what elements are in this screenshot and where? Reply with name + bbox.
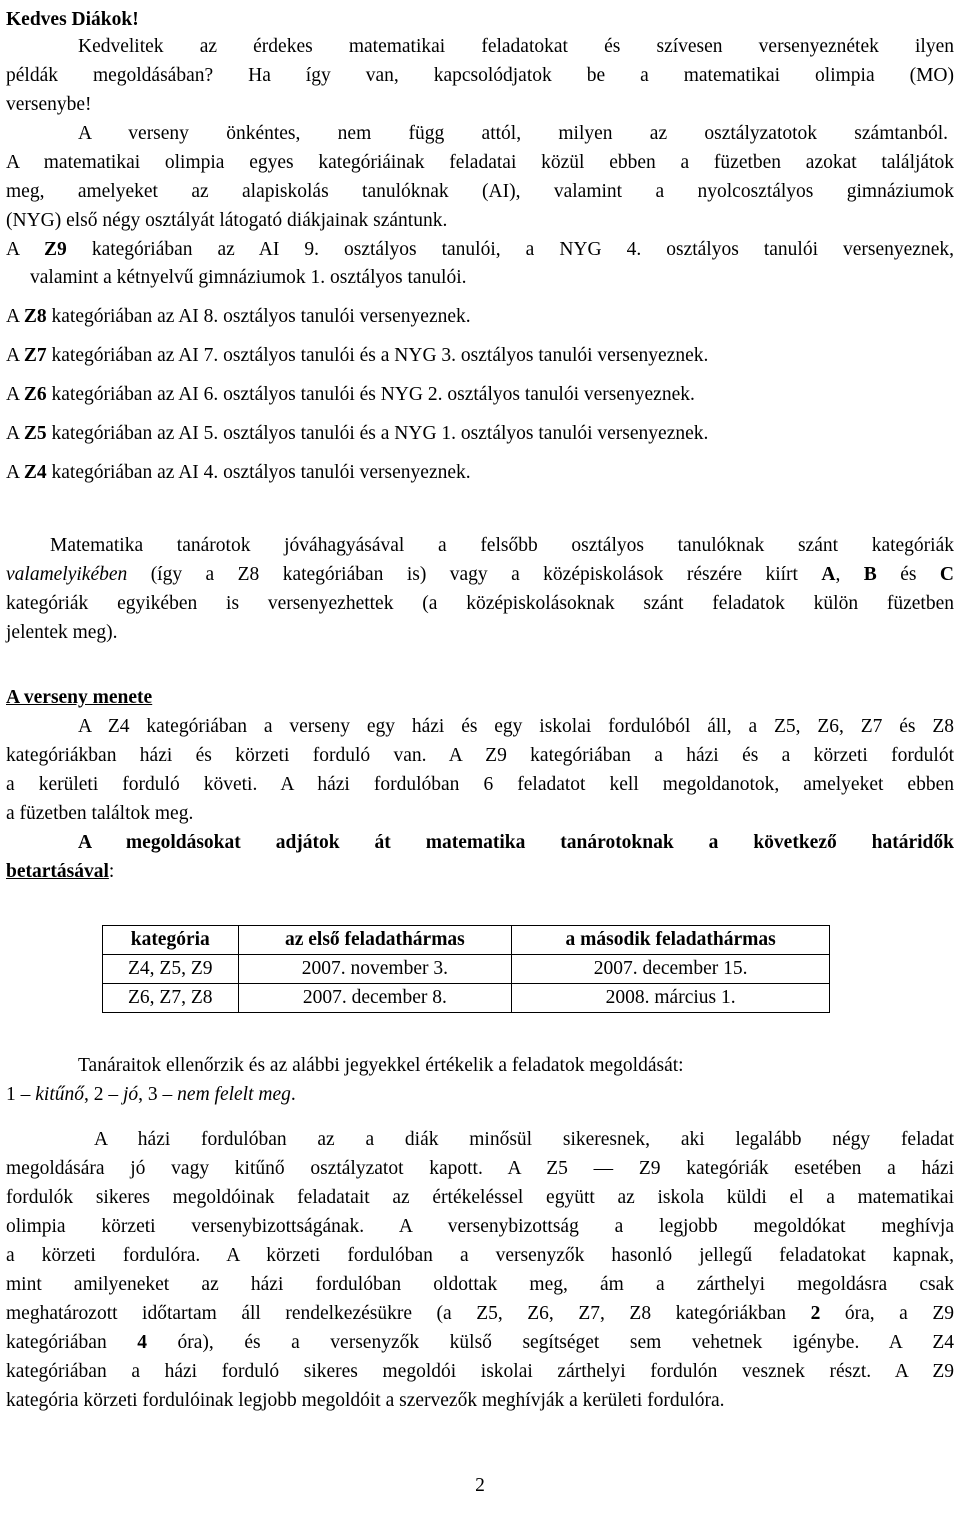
final-line-6: mint amilyeneket az házi fordulóban oldottak meg, ám a zárthelyi megoldásra csak xyxy=(6,1274,954,1295)
final-line-5: a körzeti fordulóra. A körzeti fordulóban a versenyzők hasonló jellegű feladatokat kapnak, xyxy=(6,1245,954,1266)
final-line-3: fordulók sikeres megoldóinak feladatait az értékeléssel együtt az iskola küldi el a matematikai xyxy=(6,1187,954,1208)
approval-line-1: Matematika tanárotok jóváhagyásával a felsőbb osztályos tanulóknak szánt kategóriák xyxy=(50,535,954,556)
category-z6-line: A Z6 kategóriában az AI 6. osztályos tanulói és NYG 2. osztályos tanulói versenyeznek. xyxy=(6,384,695,405)
table-cell: 2007. november 3. xyxy=(238,955,512,984)
deadline-table xyxy=(102,925,830,1013)
course-line-4: a füzetben találtok meg. xyxy=(6,803,194,824)
final-line-1: A házi fordulóban az a diák minősül sikeresnek, aki legalább négy feladat xyxy=(94,1129,954,1150)
intro-line-4: A verseny önkéntes, nem függ attól, milyen az osztályzatotok számtanból. xyxy=(78,123,948,144)
table-cell: Z6, Z7, Z8 xyxy=(103,984,239,1013)
intro-line-5: A matematikai olimpia egyes kategóriáinak feladatai közül ebben a füzetben azokat találjátok xyxy=(6,152,954,173)
deadline-line-1: A megoldásokat adjátok át matematika tanárotoknak a következő határidők xyxy=(78,832,954,853)
table-cell: 2008. március 1. xyxy=(512,984,830,1013)
category-z4-line: A Z4 kategóriában az AI 4. osztályos tanulói versenyeznek. xyxy=(6,462,471,483)
intro-line-6: meg, amelyeket az alapiskolás tanulóknak (AI), valamint a nyolcosztályos gimnáziumok xyxy=(6,181,954,202)
table-header-cell: kategória xyxy=(103,926,239,955)
final-line-4: olimpia körzeti versenybizottságának. A versenybizottság a legjobb megoldókat meghívja xyxy=(6,1216,954,1237)
grading-line-1: Tanáraitok ellenőrzik és az alábbi jegyekkel értékelik a feladatok megoldását: xyxy=(78,1055,684,1076)
intro-line-7: (NYG) első négy osztályát látogató diákjainak szántunk. xyxy=(6,210,448,231)
grading-line-2: 1 – kitűnő, 2 – jó, 3 – nem felelt meg. xyxy=(6,1084,296,1105)
course-heading: A verseny menete xyxy=(6,687,153,708)
page-number: 2 xyxy=(475,1475,485,1496)
table-row xyxy=(103,984,830,1013)
intro-line-2: példák megoldásában? Ha így van, kapcsolódjatok be a matematikai olimpia (MO) xyxy=(6,65,954,86)
greeting-heading: Kedves Diákok! xyxy=(6,9,139,30)
category-z8-line: A Z8 kategóriában az AI 8. osztályos tanulói versenyeznek. xyxy=(6,306,471,327)
final-line-8: kategóriában 4 óra), és a versenyzők külső segítséget sem vehetnek igénybe. A Z4 xyxy=(6,1332,955,1353)
table-header-cell: a második feladathármas xyxy=(512,926,830,955)
category-z7-line: A Z7 kategóriában az AI 7. osztályos tanulói és a NYG 3. osztályos tanulói versenyeznek. xyxy=(6,345,709,366)
table-header-cell: az első feladathármas xyxy=(238,926,512,955)
final-line-10: kategória körzeti fordulóinak legjobb megoldóit a szervezők meghívják a kerületi fordulóra. xyxy=(6,1390,725,1411)
category-z5-line: A Z5 kategóriában az AI 5. osztályos tanulói és a NYG 1. osztályos tanulói versenyeznek. xyxy=(6,423,709,444)
intro-line-1: Kedvelitek az érdekes matematikai feladatokat és szívesen versenyeznétek ilyen xyxy=(78,36,954,57)
course-line-2: kategóriákban házi és körzeti forduló van. A Z9 kategóriában a házi és a körzeti fordulót xyxy=(6,745,954,766)
course-line-1: A Z4 kategóriában a verseny egy házi és egy iskolai fordulóból áll, a Z5, Z6, Z7 és Z8 xyxy=(78,716,954,737)
category-z9-line-2: valamint a kétnyelvű gimnáziumok 1. osztályos tanulói. xyxy=(30,267,467,288)
final-line-9: kategóriában a házi forduló sikeres megoldói iskolai zárthelyi fordulón vesznek részt. A Z9 xyxy=(6,1361,954,1382)
approval-line-3: kategóriák egyikében is versenyezhettek (a középiskolásoknak szánt feladatok külön füzetben xyxy=(6,593,954,614)
final-line-7: meghatározott időtartam áll rendelkezésükre (a Z5, Z6, Z7, Z8 kategóriákban 2 óra, a Z9 xyxy=(6,1303,955,1324)
approval-line-2: valamelyikében (így a Z8 kategóriában is) vagy a középiskolások részére kiírt A, B és C xyxy=(6,564,955,585)
table-header-row xyxy=(103,926,830,955)
intro-line-3: versenybe! xyxy=(6,94,92,115)
approval-line-4: jelentek meg). xyxy=(6,622,118,643)
table-row xyxy=(103,955,830,984)
table-cell: Z4, Z5, Z9 xyxy=(103,955,239,984)
deadline-line-2: betartásával: xyxy=(6,861,115,882)
table-cell: 2007. december 8. xyxy=(238,984,512,1013)
final-line-2: megoldására jó vagy kitűnő osztályzatot kapott. A Z5 — Z9 kategóriák esetében a házi xyxy=(6,1158,954,1179)
table-cell: 2007. december 15. xyxy=(512,955,830,984)
category-z9-line-1: A Z9 kategóriában az AI 9. osztályos tanulói, a NYG 4. osztályos tanulói versenyeznek, xyxy=(6,239,954,260)
course-line-3: a kerületi forduló követi. A házi fordulóban 6 feladatot kell megoldanotok, amelyeket ebben xyxy=(6,774,954,795)
